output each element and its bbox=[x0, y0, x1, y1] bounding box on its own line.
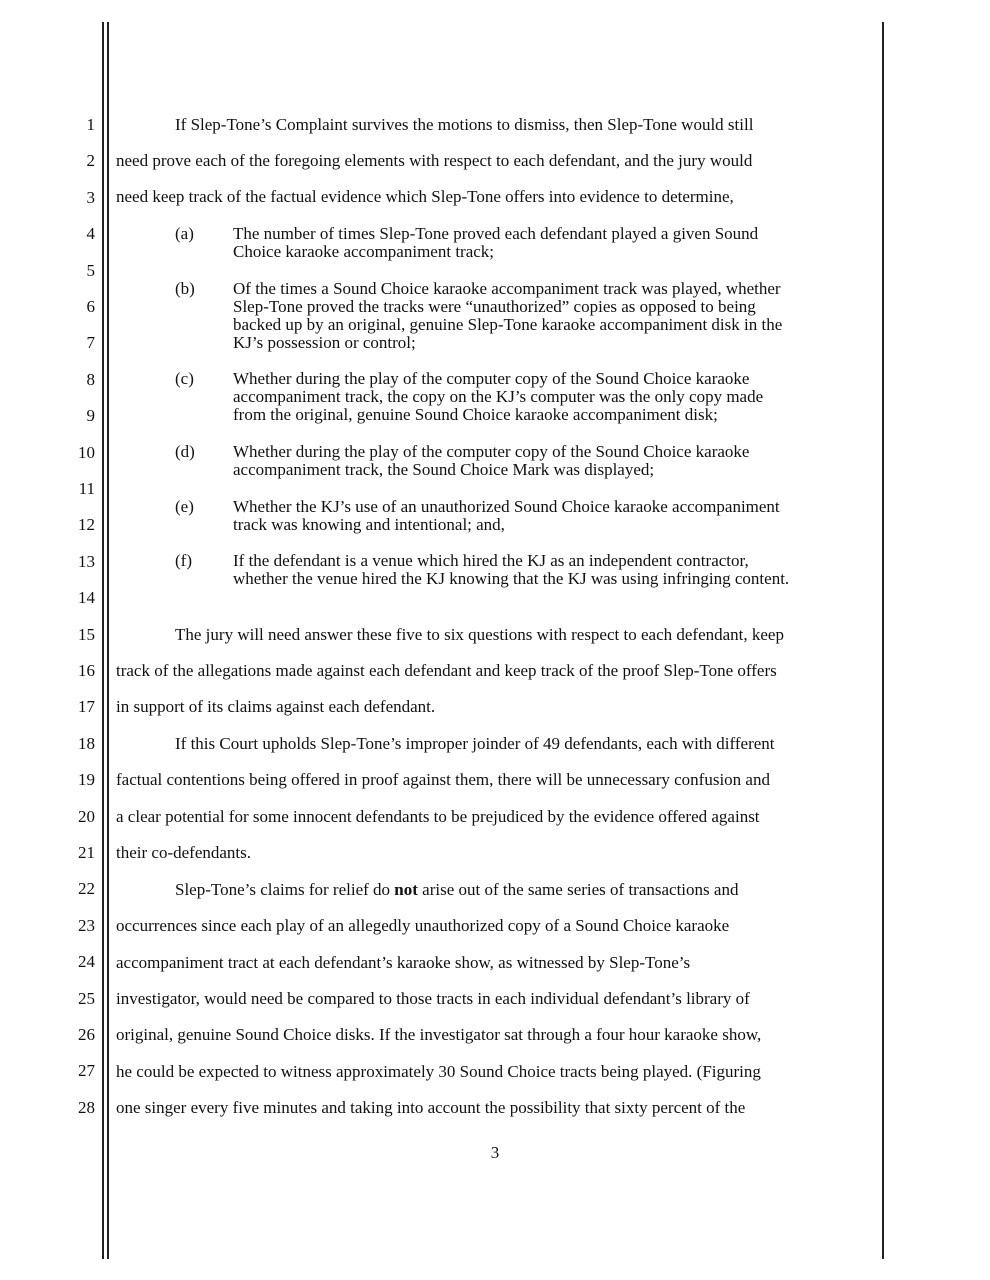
line-number: 15 bbox=[78, 625, 95, 644]
item-a-line: Choice karaoke accompaniment track; bbox=[233, 242, 495, 261]
item-e-letter: (e) bbox=[175, 497, 194, 516]
item-c-line: accompaniment track, the copy on the KJ’s computer was the only copy made bbox=[233, 387, 764, 406]
line-number: 22 bbox=[78, 879, 95, 898]
line-number: 13 bbox=[78, 552, 95, 571]
line-number: 11 bbox=[78, 479, 95, 498]
item-f-line: whether the venue hired the KJ knowing that the KJ was using infringing content. bbox=[233, 569, 790, 588]
item-b-text bbox=[233, 280, 878, 352]
item-d-line: Whether during the play of the computer copy of the Sound Choice karaoke bbox=[233, 442, 750, 461]
para4-line-2: occurrences since each play of an allegedly unauthorized copy of a Sound Choice karaoke bbox=[116, 916, 730, 935]
page-number: 3 bbox=[490, 1143, 500, 1162]
para4-line-4: investigator, would need be compared to those tracts in each individual defendant’s library of bbox=[116, 989, 750, 1008]
item-c-text bbox=[233, 370, 878, 424]
line-number: 16 bbox=[78, 661, 95, 680]
para2-line-2: track of the allegations made against each defendant and keep track of the proof Slep-Tone offers bbox=[116, 661, 777, 680]
para3-line-1: If this Court upholds Slep-Tone’s improper joinder of 49 defendants, each with different bbox=[175, 734, 775, 753]
right-margin-rule bbox=[882, 22, 884, 1259]
line-number: 1 bbox=[86, 115, 95, 134]
para1-line-1: If Slep-Tone’s Complaint survives the motions to dismiss, then Slep-Tone would still bbox=[175, 115, 754, 134]
line-number: 27 bbox=[78, 1061, 95, 1080]
line-number: 24 bbox=[78, 952, 95, 971]
item-a-letter: (a) bbox=[175, 224, 194, 243]
para3-line-4: their co-defendants. bbox=[116, 843, 251, 862]
item-f-text bbox=[233, 552, 878, 588]
line-number: 7 bbox=[86, 333, 95, 352]
para4-text-before: Slep-Tone’s claims for relief do bbox=[175, 880, 395, 899]
item-b-line: backed up by an original, genuine Slep-Tone karaoke accompaniment disk in the bbox=[233, 315, 783, 334]
para4-line-1 bbox=[175, 880, 738, 900]
item-e-line: track was knowing and intentional; and, bbox=[233, 515, 505, 534]
line-number: 28 bbox=[78, 1098, 95, 1117]
line-number: 3 bbox=[86, 188, 95, 207]
item-a-line: The number of times Slep-Tone proved each defendant played a given Sound bbox=[233, 224, 759, 243]
line-number: 10 bbox=[78, 443, 95, 462]
line-number: 17 bbox=[78, 697, 95, 716]
line-number: 19 bbox=[78, 770, 95, 789]
para3-line-2: factual contentions being offered in proof against them, there will be unnecessary confusion and bbox=[116, 770, 770, 789]
para4-line-7: one singer every five minutes and taking into account the possibility that sixty percent of the bbox=[116, 1098, 746, 1117]
line-number: 4 bbox=[86, 224, 95, 243]
para1-line-3: need keep track of the factual evidence which Slep-Tone offers into evidence to determine, bbox=[116, 187, 734, 206]
line-number: 9 bbox=[86, 406, 95, 425]
para4-line-6: he could be expected to witness approximately 30 Sound Choice tracts being played. (Figuring bbox=[116, 1062, 761, 1081]
item-e-line: Whether the KJ’s use of an unauthorized Sound Choice karaoke accompaniment bbox=[233, 497, 780, 516]
line-number: 12 bbox=[78, 515, 95, 534]
para4-line-5: original, genuine Sound Choice disks. If the investigator sat through a four hour karaoke show, bbox=[116, 1025, 762, 1044]
line-number: 23 bbox=[78, 916, 95, 935]
item-b-line: Slep-Tone proved the tracks were “unauthorized” copies as opposed to being bbox=[233, 297, 756, 316]
line-number: 20 bbox=[78, 807, 95, 826]
item-b-letter: (b) bbox=[175, 279, 195, 298]
left-margin-rule bbox=[102, 22, 104, 1259]
item-d-letter: (d) bbox=[175, 442, 195, 461]
item-f-letter: (f) bbox=[175, 551, 192, 570]
line-number: 21 bbox=[78, 843, 95, 862]
line-number: 2 bbox=[86, 151, 95, 170]
item-b-line: KJ’s possession or control; bbox=[233, 333, 416, 352]
line-number: 5 bbox=[86, 261, 95, 280]
item-c-line: Whether during the play of the computer copy of the Sound Choice karaoke bbox=[233, 369, 750, 388]
item-d-text bbox=[233, 443, 878, 479]
item-a-text bbox=[233, 225, 878, 261]
line-number: 8 bbox=[86, 370, 95, 389]
para4-text-after: arise out of the same series of transactions and bbox=[417, 880, 739, 899]
para2-line-1: The jury will need answer these five to six questions with respect to each defendant, keep bbox=[175, 625, 784, 644]
line-number: 26 bbox=[78, 1025, 95, 1044]
para3-line-3: a clear potential for some innocent defendants to be prejudiced by the evidence offered against bbox=[116, 807, 760, 826]
line-number: 18 bbox=[78, 734, 95, 753]
line-number: 6 bbox=[86, 297, 95, 316]
para1-line-2: need prove each of the foregoing elements with respect to each defendant, and the jury would bbox=[116, 151, 753, 170]
para2-line-3: in support of its claims against each defendant. bbox=[116, 697, 436, 716]
line-number: 14 bbox=[78, 588, 95, 607]
item-d-line: accompaniment track, the Sound Choice Mark was displayed; bbox=[233, 460, 655, 479]
line-number: 25 bbox=[78, 989, 95, 1008]
para4-line-3: accompaniment tract at each defendant’s karaoke show, as witnessed by Slep-Tone’s bbox=[116, 953, 691, 972]
left-margin-rule-inner bbox=[107, 22, 109, 1259]
item-c-line: from the original, genuine Sound Choice karaoke accompaniment disk; bbox=[233, 405, 718, 424]
item-c-letter: (c) bbox=[175, 369, 194, 388]
item-e-text bbox=[233, 498, 878, 534]
item-f-line: If the defendant is a venue which hired the KJ as an independent contractor, bbox=[233, 551, 749, 570]
item-b-line: Of the times a Sound Choice karaoke accompaniment track was played, whether bbox=[233, 279, 781, 298]
para4-bold-word: not bbox=[394, 880, 418, 899]
